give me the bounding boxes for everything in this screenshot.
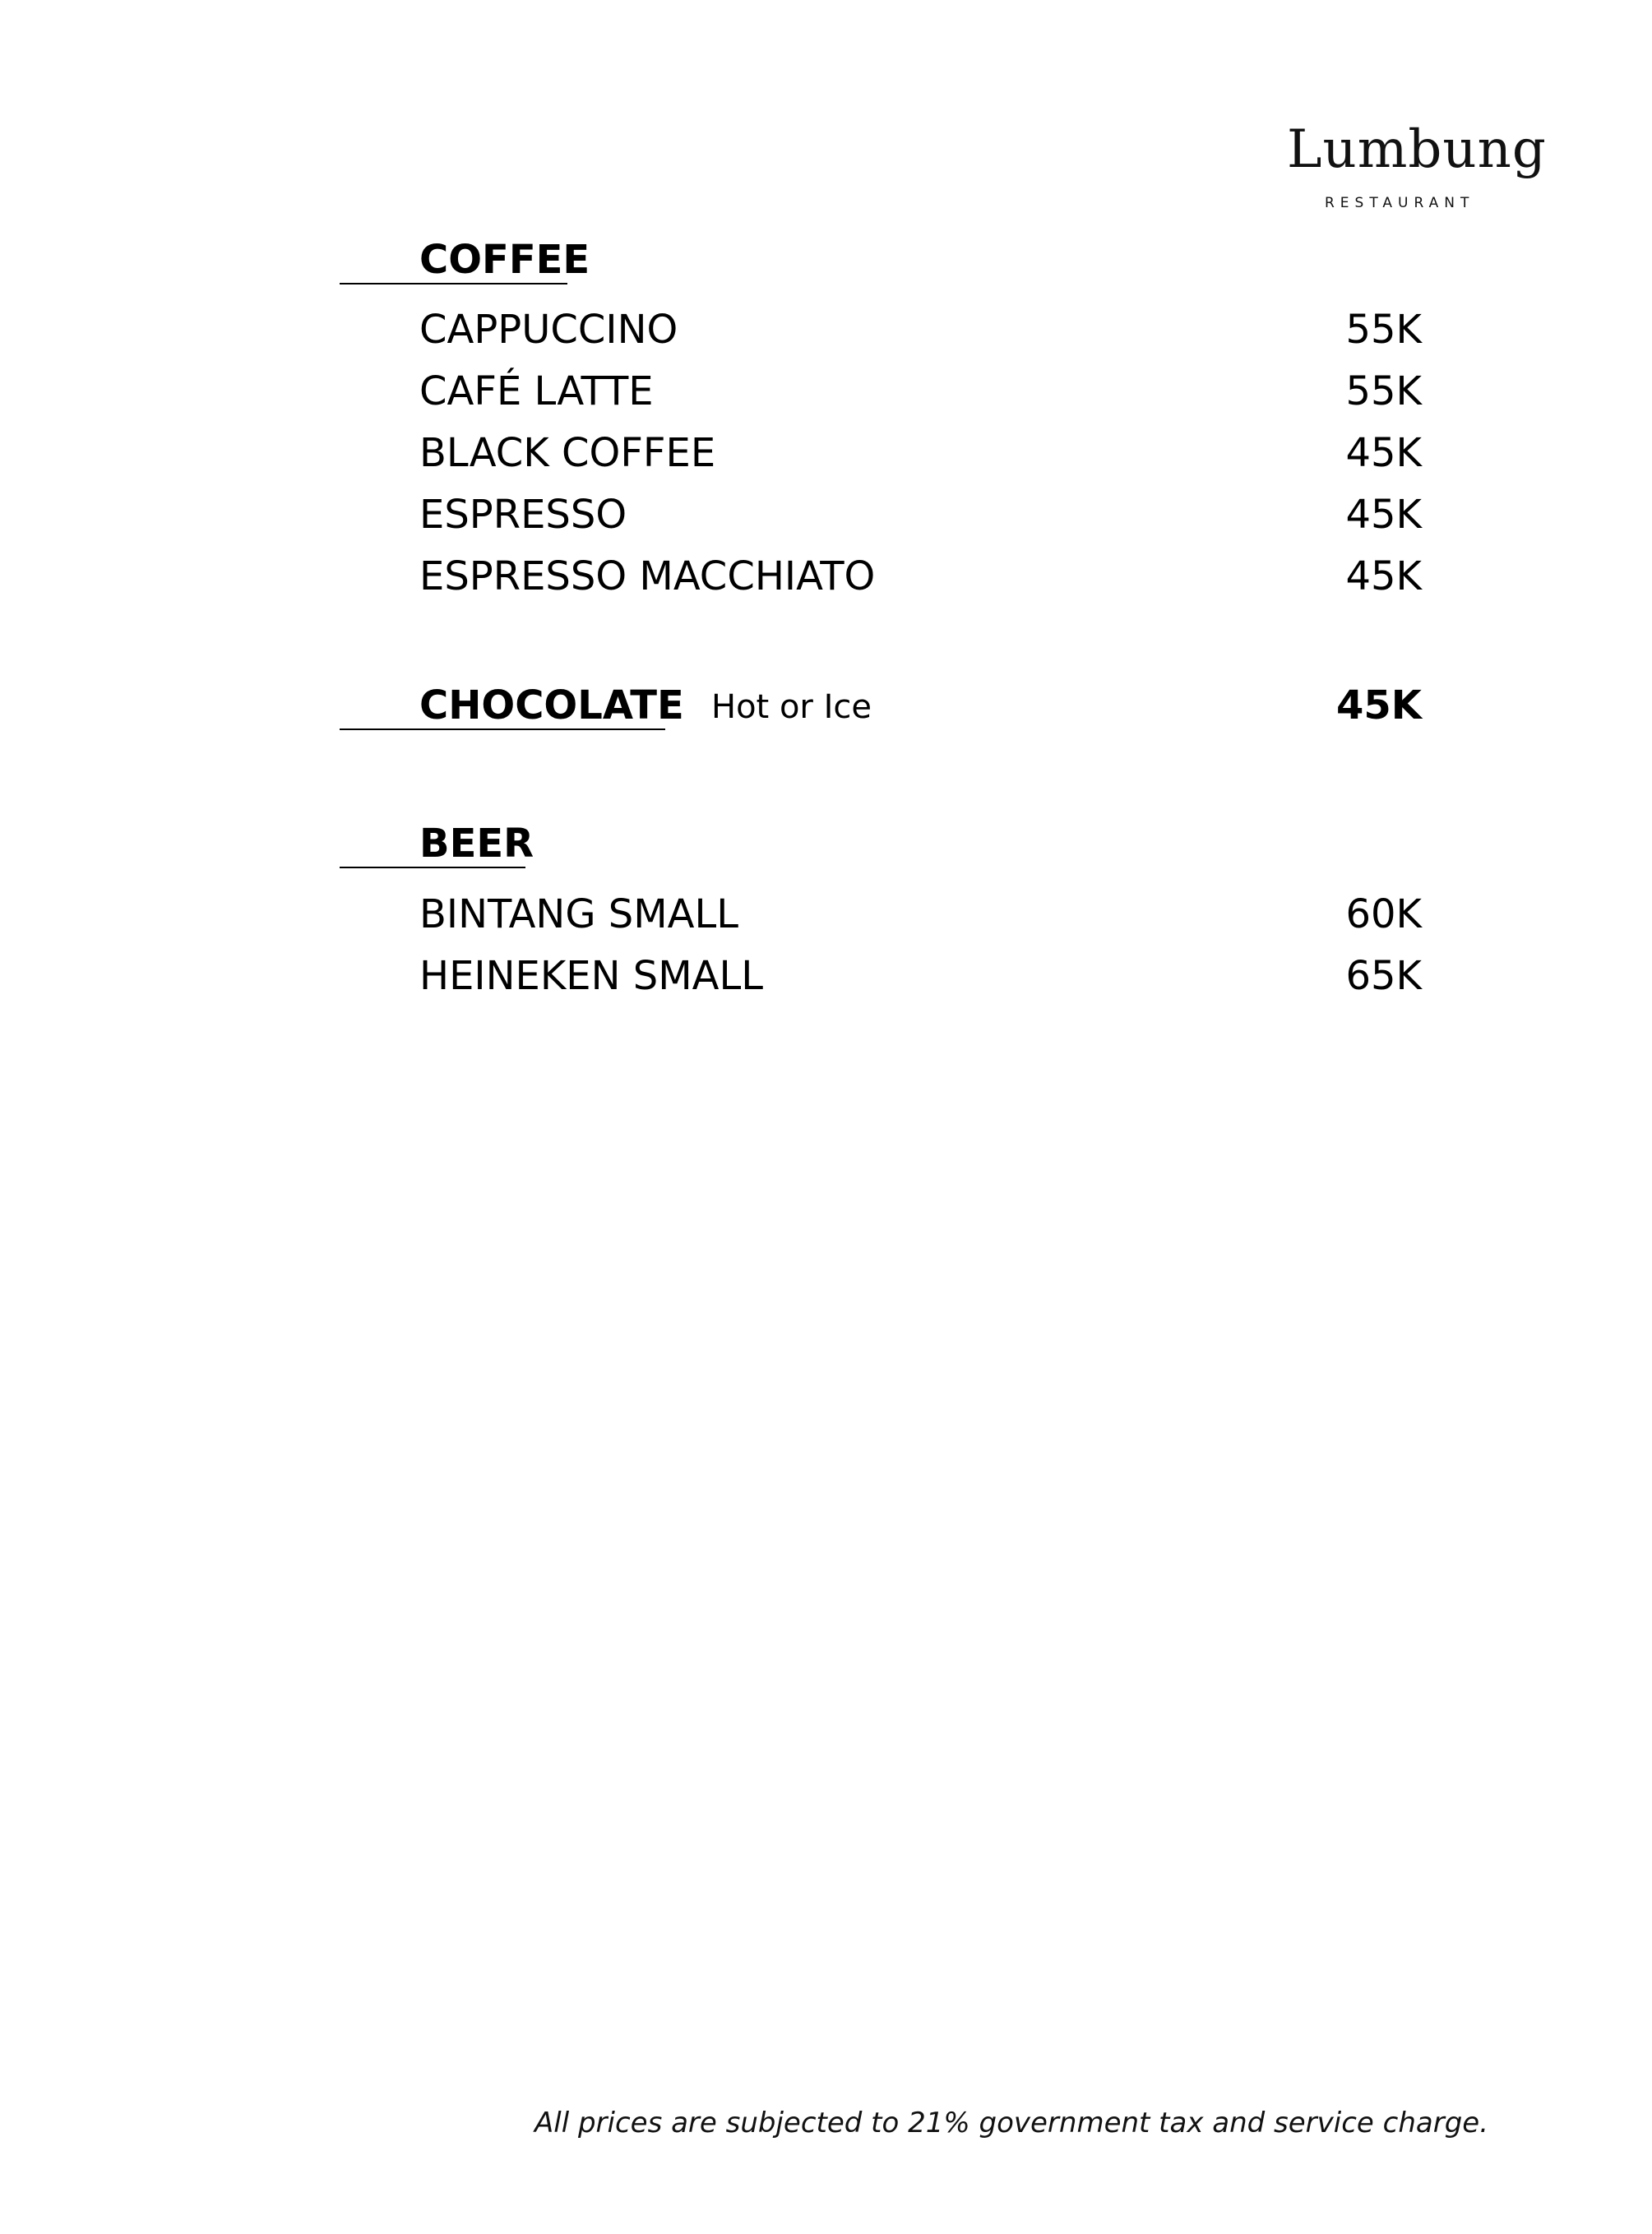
section-underline-coffee (340, 283, 567, 284)
menu-item-price: 45K (1345, 430, 1422, 476)
logo-name: Lumbung (1287, 119, 1547, 180)
menu-item-name: HEINEKEN SMALL (419, 953, 763, 999)
tax-service-note: All prices are subjected to 21% government tax and service charge. (534, 2107, 1489, 2139)
section-title-chocolate: CHOCOLATE (419, 682, 684, 728)
logo-subtitle: RESTAURANT (1325, 195, 1475, 211)
restaurant-logo (1287, 119, 1547, 222)
menu-item-price: 45K (1345, 553, 1422, 599)
menu-item-price: 65K (1345, 953, 1422, 999)
chocolate-note: Hot or Ice (711, 688, 872, 726)
section-title-coffee: COFFEE (419, 237, 590, 283)
section-underline-chocolate (340, 728, 665, 730)
menu-item-name: ESPRESSO (419, 492, 627, 538)
menu-item-name: BINTANG SMALL (419, 891, 738, 937)
section-title-beer: BEER (419, 821, 534, 867)
menu-item-name: CAPPUCCINO (419, 307, 678, 353)
menu-item-name: BLACK COFFEE (419, 430, 716, 476)
menu-item-price: 45K (1345, 492, 1422, 538)
menu-item-name: CAFÉ LATTE (419, 368, 654, 414)
menu-item-name: ESPRESSO MACCHIATO (419, 553, 876, 599)
section-underline-beer (340, 867, 525, 868)
menu-item-price: 60K (1345, 891, 1422, 937)
menu-item-price: 55K (1345, 368, 1422, 414)
chocolate-price: 45K (1336, 682, 1422, 728)
menu-item-price: 55K (1345, 307, 1422, 353)
